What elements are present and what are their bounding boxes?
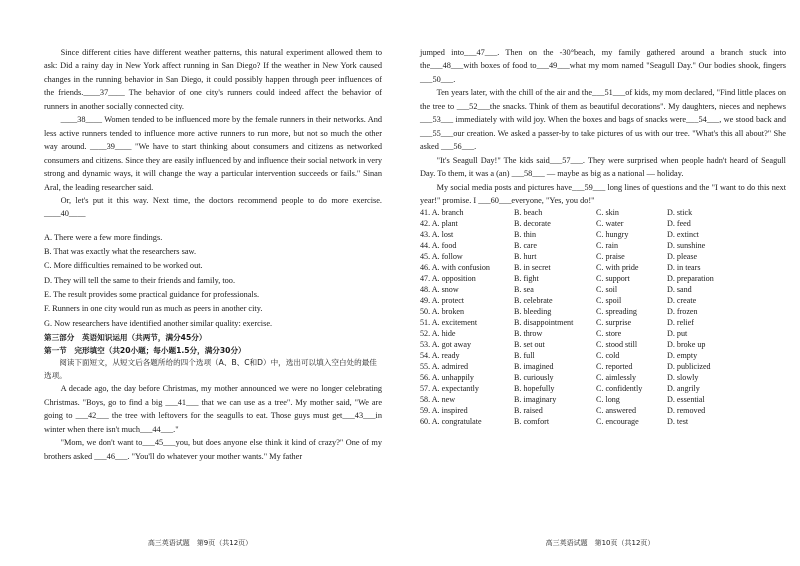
answer-choices-table (420, 208, 792, 427)
answer-row (420, 384, 792, 395)
answer-row (420, 274, 792, 285)
answer-choice-d: D. preparation (667, 274, 714, 284)
answer-row (420, 362, 792, 373)
answer-choice-a: 46. A. with confusion (420, 263, 490, 273)
answer-choice-c: C. aimlessly (596, 372, 637, 382)
answer-choice-d: D. essential (667, 394, 705, 404)
answer-choice-a: 48. A. snow (420, 285, 459, 295)
answer-row (420, 351, 792, 362)
answer-row (420, 241, 792, 252)
answer-choice-b: B. hurt (514, 252, 537, 262)
option-e: E. The result provides some practical guidance for professionals. (44, 290, 260, 300)
answer-choice-b: B. sea (514, 285, 534, 295)
answer-choice-d: D. publicized (667, 361, 711, 371)
answer-choice-c: C. with pride (596, 263, 639, 273)
answer-choice-c: C. reported (596, 361, 633, 371)
option-g: G. Now researchers have identified another similar quality: exercise. (44, 318, 273, 328)
answer-row (420, 230, 792, 241)
answer-choice-d: D. sunshine (667, 241, 706, 251)
answer-choice-a: 49. A. protect (420, 296, 465, 306)
answer-choice-b: B. celebrate (514, 296, 553, 306)
answer-choice-b: B. beach (514, 208, 543, 218)
answer-choice-a: 60. A. congratulate (420, 416, 482, 426)
answer-choice-c: C. spreading (596, 307, 637, 317)
answer-choice-d: D. sand (667, 285, 692, 295)
passage-paragraph-1: Since different cities have different weather patterns, this natural experiment allowed them to ask: Did a rainy day in New York affect running in San Diego? If the weather in New York caused changes in the running behavior in San Diego, it could possibly happen through peer influences of the friends.____37____ The behavior of one city's runners could indeed affect the behavior of runners in another socially connected city. (44, 48, 382, 111)
answer-choice-d: D. put (667, 328, 688, 338)
answer-choice-c: C. surprise (596, 317, 632, 327)
answer-choice-a: 57. A. expectantly (420, 383, 479, 393)
answer-choice-b: B. comfort (514, 416, 550, 426)
answer-choice-a: 41. A. branch (420, 208, 464, 218)
answer-choice-b: B. full (514, 350, 535, 360)
answer-choice-d: D. test (667, 416, 689, 426)
answer-choice-a: 50. A. broken (420, 307, 465, 317)
answer-choice-c: C. water (596, 219, 624, 229)
answer-choice-c: C. skin (596, 208, 619, 218)
answer-choice-b: B. curiously (514, 372, 554, 382)
page-footer-right: 高三英语试题 第10页（共12页） (545, 539, 655, 547)
answer-choice-c: C. cold (596, 350, 620, 360)
answer-choice-a: 59. A. inspired (420, 405, 468, 415)
answer-choice-d: D. please (667, 252, 698, 262)
answer-choice-c: C. long (596, 394, 620, 404)
answer-choice-b: B. decorate (514, 219, 551, 229)
answer-row (420, 296, 792, 307)
answer-choice-b: B. imagined (514, 361, 554, 371)
answer-choice-b: B. raised (514, 405, 543, 415)
seven-choice-options (44, 232, 382, 329)
answer-choice-a: 54. A. ready (420, 350, 460, 360)
cloze-paragraph-1: A decade ago, the day before Christmas, my mother announced we were no longer celebrating Christmas. "Boys, go to find a big ___41___ that we can use as a tree". My mother said, "We are going to ___42___ the tree with leftovers for the seagulls to eat. Those guys must get___43___in winter when there isn't much___44___." (44, 384, 382, 434)
answer-choice-d: D. slowly (667, 372, 699, 382)
answer-choice-d: D. stick (667, 208, 693, 218)
answer-choice-c: C. praise (596, 252, 625, 262)
option-a: A. There were a few more findings. (44, 232, 163, 242)
answer-choice-d: D. feed (667, 219, 691, 229)
answer-choice-d: D. empty (667, 350, 698, 360)
answer-choice-b: B. imaginary (514, 394, 557, 404)
answer-choice-c: C. soil (596, 285, 618, 295)
answer-row (420, 285, 792, 296)
answer-choice-d: D. frozen (667, 307, 698, 317)
answer-row (420, 340, 792, 351)
answer-row (420, 208, 792, 219)
answer-choice-c: C. store (596, 328, 622, 338)
answer-choice-b: B. in secret (514, 263, 551, 273)
answer-choice-d: D. broke up (667, 339, 706, 349)
answer-choice-d: D. angrily (667, 383, 700, 393)
answer-choice-b: B. throw (514, 328, 543, 338)
answer-choice-a: 44. A. food (420, 241, 457, 251)
answer-choice-a: 42. A. plant (420, 219, 458, 229)
answer-row (420, 417, 792, 428)
answer-row (420, 219, 792, 230)
answer-choice-d: D. create (667, 296, 697, 306)
answer-choice-d: D. removed (667, 405, 706, 415)
passage-paragraph-2: ____38____ Women tended to be influenced more by the female runners in their networks. And less active runners tended to influence more active runners to run more, but not so much the other way around. ____39____ "We have to start thinking about consumers and citizens as networked consumers and citizens. Since they are easily influenced by and influence their social network in very strong and dynamic ways, it will change the way a particular intervention succeeds or fails." Sinan Aral, the leading researcher said. (44, 115, 382, 192)
cloze-paragraph-2: "Mom, we don't want to___45___you, but does anyone else think it kind of crazy?" One of my brothers asked ___46___. "You'll do whatever your mother wants." My father (44, 438, 382, 461)
answer-choice-b: B. hopefully (514, 383, 555, 393)
answer-row (420, 307, 792, 318)
section-title: 第三部分 英语知识运用（共两节，满分45分） (44, 332, 207, 342)
answer-row (420, 318, 792, 329)
answer-choice-a: 56. A. unhappily (420, 372, 474, 382)
option-f: F. Runners in one city would run as much as peers in another city. (44, 304, 263, 314)
subsection-title: 第一节 完形填空（共20小题；每小题1.5分，满分30分） (44, 345, 246, 355)
option-c: C. More difficulties remained to be worked out. (44, 261, 203, 271)
answer-choice-a: 52. A. hide (420, 328, 456, 338)
passage-paragraph-3: Or, let's put it this way. Next time, the doctors recommend people to do more exercise. ____40____ (44, 195, 382, 219)
answer-row (420, 373, 792, 384)
answer-choice-b: B. set out (514, 339, 545, 349)
cloze-paragraph-6: My social media posts and pictures have___59___ long lines of questions and the "I want to do this next year!" promise. I ___60___everyone, "Yes, you do!" (420, 182, 786, 205)
answer-choice-b: B. bleeding (514, 307, 552, 317)
answer-choice-a: 55. A. admired (420, 361, 469, 371)
answer-choice-d: D. extinct (667, 230, 699, 240)
answer-row (420, 329, 792, 340)
answer-choice-c: C. confidently (596, 383, 643, 393)
cloze-paragraph-3: jumped into___47___. Then on the -30°beach, my family gathered around a branch stuck into the___48___with boxes of food to___49___what my mom named "Seagull Day." Our bodies shook, fingers ___50___. (420, 48, 786, 84)
answer-choice-b: B. thin (514, 230, 537, 240)
answer-choice-a: 51. A. excitement (420, 317, 478, 327)
answer-row (420, 406, 792, 417)
answer-choice-a: 53. A. got away (420, 339, 472, 349)
answer-choice-c: C. spoil (596, 296, 622, 306)
answer-choice-a: 58. A. new (420, 394, 456, 404)
answer-row (420, 395, 792, 406)
answer-choice-d: D. relief (667, 317, 694, 327)
answer-choice-a: 47. A. opposition (420, 274, 476, 284)
instruction: 阅读下面短文，从短文后各题所给的四个选项（A、B、C和D）中，选出可以填入空白处的最佳选项。 (44, 358, 377, 380)
answer-row (420, 252, 792, 263)
answer-choice-c: C. stood still (596, 339, 638, 349)
answer-choice-c: C. hungry (596, 230, 629, 240)
answer-choice-b: B. disappointment (514, 317, 574, 327)
answer-choice-c: C. rain (596, 241, 619, 251)
cloze-paragraph-4: Ten years later, with the chill of the air and the___51___of kids, my mom declared, "Find little places on the tree to ___52___the snacks. Think of them as beautiful decorations". My daughters, nieces and nephews ___53___ immediately with wild joy. When the boxes and bags of snacks were___54___, we stood back and ___55___our creation. We asked a passer-by to take pictures of us with our tree. "What's this all about?" She asked ___56___. (420, 88, 786, 152)
answer-row (420, 263, 792, 274)
answer-choice-c: C. support (596, 274, 630, 284)
answer-choice-c: C. encourage (596, 416, 639, 426)
right-page (400, 0, 800, 566)
page-footer-left: 高三英语试题 第9页（共12页） (147, 539, 253, 547)
answer-choice-c: C. answered (596, 405, 637, 415)
answer-choice-b: B. care (514, 241, 537, 251)
option-d: D. They will tell the same to their friends and family, too. (44, 275, 236, 285)
cloze-paragraph-5: "It's Seagull Day!" The kids said___57___. They were surprised when people hadn't heard of Seagull Day. To them, it was a (an) ___58___ — maybe as big as a national — holiday. (420, 155, 786, 179)
answer-choice-a: 43. A. lost (420, 230, 454, 240)
answer-choice-d: D. in tears (667, 263, 701, 273)
option-b: B. That was exactly what the researchers saw. (44, 247, 197, 257)
answer-choice-a: 45. A. follow (420, 252, 463, 262)
answer-choice-b: B. fight (514, 274, 539, 284)
